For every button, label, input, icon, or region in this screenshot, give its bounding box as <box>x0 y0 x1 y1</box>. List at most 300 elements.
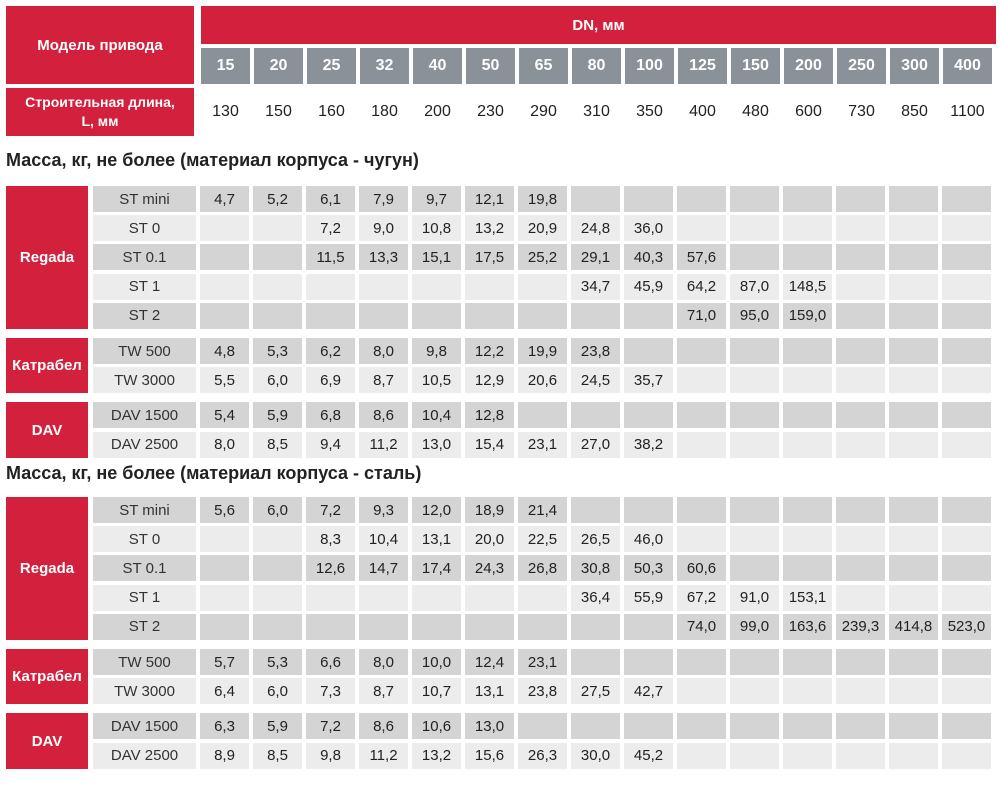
value-cell: 7,2 <box>306 713 355 739</box>
length-cell: 150 <box>254 88 303 136</box>
dn-cell: 100 <box>625 48 674 84</box>
value-cell <box>889 555 938 581</box>
value-cell <box>306 585 355 611</box>
value-cell: 13,0 <box>412 432 461 458</box>
value-cell: 11,2 <box>359 743 408 769</box>
value-cell <box>571 649 620 675</box>
value-cell <box>942 432 991 458</box>
value-cell <box>783 555 832 581</box>
value-cell: 99,0 <box>730 614 779 640</box>
model-cell: ST mini <box>93 497 196 523</box>
value-cell <box>942 215 991 241</box>
value-cell <box>889 215 938 241</box>
value-cell <box>836 432 885 458</box>
value-cell <box>889 402 938 428</box>
value-cell <box>624 303 673 329</box>
value-cell: 67,2 <box>677 585 726 611</box>
value-cell <box>253 274 302 300</box>
value-cell <box>306 614 355 640</box>
value-cell <box>889 649 938 675</box>
dn-cell: 20 <box>254 48 303 84</box>
value-cell: 29,1 <box>571 244 620 270</box>
value-cell: 5,6 <box>200 497 249 523</box>
length-cell: 200 <box>413 88 462 136</box>
value-cell: 9,8 <box>412 338 461 364</box>
value-cell: 20,9 <box>518 215 567 241</box>
length-label <box>6 88 194 136</box>
value-cell <box>942 244 991 270</box>
value-cell <box>518 274 567 300</box>
value-cell <box>412 585 461 611</box>
value-cell: 6,8 <box>306 402 355 428</box>
table-row <box>93 274 995 300</box>
value-cell: 25,2 <box>518 244 567 270</box>
value-cell <box>624 649 673 675</box>
value-cell <box>571 186 620 212</box>
value-cell <box>942 713 991 739</box>
group-label: Regada <box>6 497 88 640</box>
value-cell <box>465 274 514 300</box>
value-cell <box>942 743 991 769</box>
value-cell: 9,0 <box>359 215 408 241</box>
value-cell <box>253 585 302 611</box>
length-cell: 180 <box>360 88 409 136</box>
value-cell: 15,4 <box>465 432 514 458</box>
value-cell: 21,4 <box>518 497 567 523</box>
value-cell <box>306 274 355 300</box>
value-cell: 414,8 <box>889 614 938 640</box>
table-row <box>93 244 995 270</box>
value-cell <box>465 614 514 640</box>
value-cell <box>253 244 302 270</box>
value-cell <box>412 303 461 329</box>
value-cell <box>836 338 885 364</box>
value-cell <box>730 743 779 769</box>
length-values-row <box>201 88 996 136</box>
value-cell: 6,1 <box>306 186 355 212</box>
value-cell <box>253 614 302 640</box>
value-cell: 27,0 <box>571 432 620 458</box>
value-cell <box>677 215 726 241</box>
value-cell <box>942 678 991 704</box>
table-row <box>93 215 995 241</box>
value-cell <box>253 555 302 581</box>
value-cell: 30,0 <box>571 743 620 769</box>
value-cell: 9,8 <box>306 743 355 769</box>
value-cell <box>783 432 832 458</box>
value-cell <box>359 303 408 329</box>
value-cell: 5,9 <box>253 402 302 428</box>
value-cell <box>200 303 249 329</box>
value-cell: 5,5 <box>200 367 249 393</box>
value-cell <box>942 186 991 212</box>
value-cell: 8,5 <box>253 743 302 769</box>
value-cell <box>412 274 461 300</box>
value-cell <box>200 244 249 270</box>
section-title: Масса, кг, не более (материал корпуса - сталь) <box>6 463 422 483</box>
value-cell <box>783 338 832 364</box>
value-cell: 12,9 <box>465 367 514 393</box>
value-cell: 95,0 <box>730 303 779 329</box>
length-cell: 350 <box>625 88 674 136</box>
value-cell <box>624 713 673 739</box>
value-cell <box>942 367 991 393</box>
model-cell: ST 0.1 <box>93 244 196 270</box>
value-cell <box>889 713 938 739</box>
dn-cell: 125 <box>678 48 727 84</box>
value-cell <box>624 186 673 212</box>
value-cell: 13,0 <box>465 713 514 739</box>
value-cell: 24,5 <box>571 367 620 393</box>
model-cell: TW 3000 <box>93 678 196 704</box>
value-cell <box>200 215 249 241</box>
dn-cell: 40 <box>413 48 462 84</box>
value-cell: 19,9 <box>518 338 567 364</box>
table-row <box>93 497 995 523</box>
model-header: Модель привода <box>6 6 194 84</box>
value-cell <box>730 649 779 675</box>
value-cell: 12,2 <box>465 338 514 364</box>
group-label: Regada <box>6 186 88 329</box>
value-cell <box>889 186 938 212</box>
dn-values-row <box>201 48 996 84</box>
value-cell <box>677 743 726 769</box>
value-cell: 45,2 <box>624 743 673 769</box>
value-cell <box>677 678 726 704</box>
dn-cell: 15 <box>201 48 250 84</box>
model-cell: ST 2 <box>93 614 196 640</box>
value-cell <box>200 526 249 552</box>
table-row <box>93 614 995 640</box>
value-cell: 4,8 <box>200 338 249 364</box>
value-cell: 35,7 <box>624 367 673 393</box>
value-cell <box>730 555 779 581</box>
value-cell: 19,8 <box>518 186 567 212</box>
table-row <box>93 743 995 769</box>
value-cell <box>783 526 832 552</box>
dn-cell: 150 <box>731 48 780 84</box>
value-cell <box>730 432 779 458</box>
value-cell <box>571 497 620 523</box>
value-cell: 22,5 <box>518 526 567 552</box>
value-cell <box>836 402 885 428</box>
value-cell <box>783 497 832 523</box>
value-cell <box>730 526 779 552</box>
model-cell: ST 1 <box>93 585 196 611</box>
value-cell: 8,5 <box>253 432 302 458</box>
value-cell <box>730 497 779 523</box>
group-label: DAV <box>6 713 88 768</box>
value-cell <box>730 244 779 270</box>
value-cell <box>677 338 726 364</box>
model-cell: ST 0.1 <box>93 555 196 581</box>
table-row <box>93 678 995 704</box>
section-title: Масса, кг, не более (материал корпуса - чугун) <box>6 150 419 170</box>
value-cell: 23,8 <box>571 338 620 364</box>
value-cell <box>889 367 938 393</box>
value-cell: 18,9 <box>465 497 514 523</box>
value-cell: 38,2 <box>624 432 673 458</box>
model-cell: ST 0 <box>93 526 196 552</box>
value-cell <box>783 215 832 241</box>
value-cell <box>836 367 885 393</box>
value-cell <box>465 585 514 611</box>
value-cell: 91,0 <box>730 585 779 611</box>
group-label: Катрабел <box>6 649 88 704</box>
model-cell: DAV 1500 <box>93 713 196 739</box>
value-cell: 13,1 <box>465 678 514 704</box>
length-cell: 480 <box>731 88 780 136</box>
value-cell: 26,3 <box>518 743 567 769</box>
value-cell <box>836 649 885 675</box>
value-cell <box>836 526 885 552</box>
value-cell <box>783 244 832 270</box>
value-cell: 6,4 <box>200 678 249 704</box>
value-cell <box>200 614 249 640</box>
value-cell: 10,4 <box>412 402 461 428</box>
value-cell: 71,0 <box>677 303 726 329</box>
value-cell <box>836 743 885 769</box>
value-cell <box>677 367 726 393</box>
value-cell <box>730 713 779 739</box>
value-cell <box>783 367 832 393</box>
value-cell: 163,6 <box>783 614 832 640</box>
value-cell: 6,0 <box>253 678 302 704</box>
value-cell <box>836 555 885 581</box>
value-cell: 7,2 <box>306 215 355 241</box>
value-cell: 10,0 <box>412 649 461 675</box>
value-cell <box>571 303 620 329</box>
value-cell: 6,6 <box>306 649 355 675</box>
value-cell <box>836 215 885 241</box>
value-cell <box>730 678 779 704</box>
value-cell <box>836 303 885 329</box>
value-cell <box>359 585 408 611</box>
value-cell: 8,9 <box>200 743 249 769</box>
length-cell: 290 <box>519 88 568 136</box>
value-cell <box>518 713 567 739</box>
dn-cell: 65 <box>519 48 568 84</box>
value-cell <box>677 713 726 739</box>
value-cell: 45,9 <box>624 274 673 300</box>
model-cell: TW 500 <box>93 649 196 675</box>
value-cell: 5,3 <box>253 649 302 675</box>
value-cell <box>889 497 938 523</box>
value-cell: 239,3 <box>836 614 885 640</box>
value-cell: 8,7 <box>359 678 408 704</box>
value-cell <box>200 555 249 581</box>
value-cell: 23,1 <box>518 432 567 458</box>
value-cell <box>571 713 620 739</box>
value-cell: 7,2 <box>306 497 355 523</box>
value-cell <box>889 678 938 704</box>
value-cell <box>942 649 991 675</box>
value-cell: 26,8 <box>518 555 567 581</box>
value-cell <box>889 338 938 364</box>
dn-cell: 25 <box>307 48 356 84</box>
table-row <box>93 186 995 212</box>
value-cell: 5,7 <box>200 649 249 675</box>
value-cell: 50,3 <box>624 555 673 581</box>
length-cell: 1100 <box>943 88 992 136</box>
value-cell <box>518 614 567 640</box>
value-cell: 13,2 <box>412 743 461 769</box>
value-cell <box>836 497 885 523</box>
value-cell <box>942 497 991 523</box>
value-cell <box>783 678 832 704</box>
value-cell: 523,0 <box>942 614 991 640</box>
value-cell: 24,8 <box>571 215 620 241</box>
table-row <box>93 402 995 428</box>
value-cell: 11,5 <box>306 244 355 270</box>
value-cell: 6,3 <box>200 713 249 739</box>
value-cell <box>889 526 938 552</box>
value-cell <box>677 186 726 212</box>
value-cell: 13,2 <box>465 215 514 241</box>
value-cell: 8,6 <box>359 402 408 428</box>
value-cell: 8,6 <box>359 713 408 739</box>
value-cell: 5,3 <box>253 338 302 364</box>
value-cell <box>518 303 567 329</box>
value-cell: 42,7 <box>624 678 673 704</box>
length-label-line1: Строительная длина, <box>25 94 175 110</box>
value-cell <box>730 215 779 241</box>
length-cell: 160 <box>307 88 356 136</box>
table-row <box>93 649 995 675</box>
value-cell <box>836 678 885 704</box>
value-cell <box>306 303 355 329</box>
value-cell: 64,2 <box>677 274 726 300</box>
value-cell: 46,0 <box>624 526 673 552</box>
value-cell: 20,0 <box>465 526 514 552</box>
model-cell: TW 3000 <box>93 367 196 393</box>
value-cell: 14,7 <box>359 555 408 581</box>
length-cell: 400 <box>678 88 727 136</box>
value-cell: 6,2 <box>306 338 355 364</box>
value-cell: 30,8 <box>571 555 620 581</box>
value-cell: 6,0 <box>253 497 302 523</box>
value-cell <box>200 585 249 611</box>
value-cell <box>942 274 991 300</box>
model-cell: TW 500 <box>93 338 196 364</box>
dn-header: DN, мм <box>201 6 996 44</box>
value-cell <box>624 497 673 523</box>
value-cell: 74,0 <box>677 614 726 640</box>
table-row <box>93 555 995 581</box>
model-cell: DAV 2500 <box>93 743 196 769</box>
value-cell <box>730 402 779 428</box>
value-cell: 9,7 <box>412 186 461 212</box>
group-label: DAV <box>6 402 88 457</box>
value-cell: 12,1 <box>465 186 514 212</box>
value-cell <box>624 338 673 364</box>
length-cell: 310 <box>572 88 621 136</box>
table-row <box>93 367 995 393</box>
value-cell <box>942 402 991 428</box>
value-cell: 17,4 <box>412 555 461 581</box>
value-cell: 8,3 <box>306 526 355 552</box>
value-cell: 87,0 <box>730 274 779 300</box>
dn-cell: 50 <box>466 48 515 84</box>
value-cell: 6,9 <box>306 367 355 393</box>
value-cell <box>783 713 832 739</box>
value-cell <box>518 402 567 428</box>
value-cell <box>677 526 726 552</box>
value-cell: 40,3 <box>624 244 673 270</box>
model-cell: DAV 2500 <box>93 432 196 458</box>
value-cell <box>200 274 249 300</box>
value-cell: 24,3 <box>465 555 514 581</box>
value-cell <box>359 614 408 640</box>
length-cell: 230 <box>466 88 515 136</box>
value-cell <box>730 338 779 364</box>
value-cell: 34,7 <box>571 274 620 300</box>
value-cell <box>942 585 991 611</box>
value-cell: 153,1 <box>783 585 832 611</box>
dn-cell: 400 <box>943 48 992 84</box>
length-cell: 730 <box>837 88 886 136</box>
value-cell <box>889 585 938 611</box>
value-cell: 10,4 <box>359 526 408 552</box>
value-cell <box>889 432 938 458</box>
dn-cell: 80 <box>572 48 621 84</box>
value-cell <box>253 526 302 552</box>
value-cell <box>677 497 726 523</box>
length-label-line2: L, мм <box>81 113 119 129</box>
dn-cell: 200 <box>784 48 833 84</box>
value-cell <box>836 244 885 270</box>
value-cell <box>518 585 567 611</box>
value-cell: 36,0 <box>624 215 673 241</box>
value-cell <box>942 338 991 364</box>
value-cell: 8,0 <box>359 338 408 364</box>
value-cell: 5,2 <box>253 186 302 212</box>
value-cell: 7,9 <box>359 186 408 212</box>
value-cell <box>889 743 938 769</box>
value-cell: 13,1 <box>412 526 461 552</box>
value-cell: 23,8 <box>518 678 567 704</box>
value-cell: 5,4 <box>200 402 249 428</box>
value-cell <box>359 274 408 300</box>
value-cell: 10,5 <box>412 367 461 393</box>
value-cell <box>677 402 726 428</box>
table-row <box>93 338 995 364</box>
value-cell: 8,0 <box>359 649 408 675</box>
length-cell: 600 <box>784 88 833 136</box>
value-cell: 10,8 <box>412 215 461 241</box>
value-cell: 23,1 <box>518 649 567 675</box>
value-cell: 9,3 <box>359 497 408 523</box>
value-cell <box>836 274 885 300</box>
value-cell: 36,4 <box>571 585 620 611</box>
value-cell: 8,7 <box>359 367 408 393</box>
value-cell: 4,7 <box>200 186 249 212</box>
value-cell: 12,4 <box>465 649 514 675</box>
model-cell: ST mini <box>93 186 196 212</box>
dn-cell: 300 <box>890 48 939 84</box>
value-cell: 12,0 <box>412 497 461 523</box>
value-cell: 11,2 <box>359 432 408 458</box>
value-cell: 13,3 <box>359 244 408 270</box>
value-cell <box>942 526 991 552</box>
model-cell: ST 1 <box>93 274 196 300</box>
value-cell <box>783 743 832 769</box>
value-cell <box>889 274 938 300</box>
group-label: Катрабел <box>6 338 88 393</box>
value-cell: 9,4 <box>306 432 355 458</box>
length-cell: 130 <box>201 88 250 136</box>
table-row <box>93 585 995 611</box>
